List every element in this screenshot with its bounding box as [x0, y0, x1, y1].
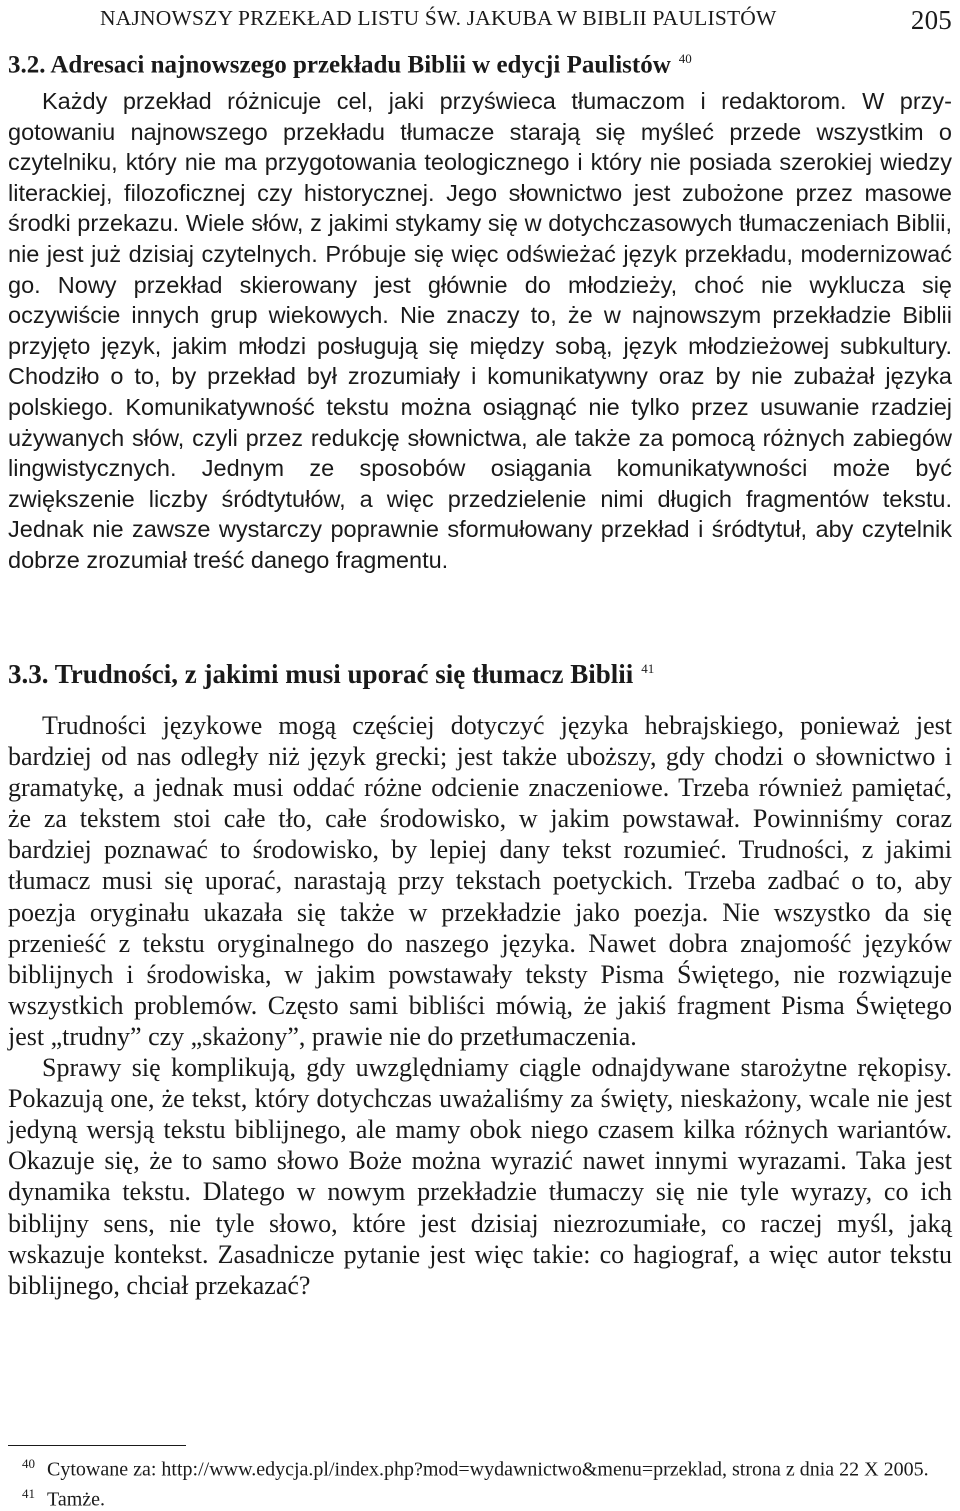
- document-page: [8, 0, 952, 1511]
- running-header-title: NAJNOWSZY PRZEKŁAD LISTU ŚW. JAKUBA W BIBLII PAULISTÓW: [100, 6, 777, 30]
- section-heading-3-2: [8, 51, 692, 79]
- footnote-text: Tamże.: [47, 1488, 106, 1511]
- footnote-text: Cytowane za: http://www.edycja.pl/index.php?mod=wydawnictwo&menu=przeklad, strona z dnia 22 X 2005.: [47, 1458, 929, 1481]
- section-3-3-body: [8, 710, 952, 1301]
- footnote-separator: [8, 1445, 186, 1446]
- page-number: 205: [910, 5, 952, 35]
- footnote-reference-40: 40: [678, 51, 692, 66]
- footnote-40: [8, 1452, 952, 1482]
- footnote-number: 41: [22, 1485, 35, 1501]
- section-3-2-body: [8, 86, 952, 576]
- footnote-reference-41: 41: [641, 661, 655, 676]
- section-heading-3-2-text: 3.2. Adresaci najnowszego przekładu Biblii w edycji Paulistów: [8, 51, 671, 79]
- footnote-41: [8, 1482, 952, 1511]
- section-heading-3-3-text: 3.3. Trudności, z jakimi musi uporać się tłumacz Biblii: [8, 659, 634, 689]
- section-3-2-paragraph: Każdy przekład różnicuje cel, jaki przyświeca tłumaczom i redaktorom. W przygotowaniu najnowszego przekładu tłumacze starają się myśleć przede wszystkim o czytelniku, który nie ma przygotowania teologicznego i który nie posiada szerokiej wiedzy literackiej, filozoficznej czy historycznej. Jego słownictwo jest zubożone przez masowe środki przekazu. Wiele słów, z jakimi stykamy się w dotychczasowych tłumaczeniach Biblii, nie jest już dzisiaj czytelnych. Próbuje się więc odświeżać język przekładu, modernizować go. Nowy przekład skierowany jest głównie do młodzieży, choć nie wyklucza się oczywiście innych grup wiekowych. Nie znaczy to, że w najnowszym przekładzie Biblii przyjęto język, jakim młodzi posługują się między sobą, język młodzieżowej subkultury. Chodziło o to, by przekład był zrozumiały i komunikatywny oraz by nie zubażał języka polskiego. Komunikatywność tekstu można osiągnąć nie tylko przez usuwanie rzadziej używanych słów, czyli przez redukcję słownictwa, ale także za pomocą różnych zabiegów lingwistycznych. Jednym ze sposobów osiągania komunikatywności może być zwiększenie liczby śródtytułów, a więc przedzielenie nimi długich fragmentów tekstu. Jednak nie zawsze wystarczy poprawnie sformułowany przekład i śródtytuł, aby czytelnik dobrze zrozumiał treść danego fragmentu.: [8, 88, 952, 573]
- section-heading-3-3: [8, 659, 654, 690]
- footnotes: [8, 1452, 952, 1511]
- running-header: [100, 6, 952, 40]
- section-3-3-paragraph-2: Sprawy się komplikują, gdy uwzględniamy ciągle odnajdywane starożytne rękopisy. Pokazują one, że tekst, który dotychczas uważaliśmy za święty, nieskażony, wcale nie jest jedyną wersją tekstu biblijnego, ale mamy obok niego czasem kilka różnych wariantów. Okazuje się, że to samo słowo Boże można wyrazić nawet innymi wyrazami. Taka jest dynamika tekstu. Dlatego w nowym przekładzie tłumaczy się nie tyle wyrazy, co ich biblijny sens, nie tyle słowo, które jest dzisiaj niezrozumiałe, co raczej myśl, jaką wskazuje kontekst. Zasadnicze pytanie jest więc takie: co hagiograf, a więc autor tekstu biblijnego, chciał przekazać?: [8, 1053, 952, 1300]
- section-3-3-paragraph-1: Trudności językowe mogą częściej dotyczyć języka hebrajskiego, ponieważ jest bardziej od nas odległy niż język grecki; jest także uboższy, gdy chodzi o słownictwo i gramatykę, a jednak musi oddać różne odcienie znaczeniowe. Trzeba również pamiętać, że za tekstem stoi całe tło, całe środowisko, w jakim powstawał. Powinniśmy coraz bardziej poznawać to środowisko, by lepiej dany tekst rozumieć. Trudności, z jakimi tłumacz musi się uporać, narastają przy tekstach poetyckich. Trzeba zadbać o to, aby poezja oryginału ukazała się także w przekładzie jako poezja. Nie wszystko da się przenieść z tekstu oryginalnego do naszego języka. Nawet dobra znajomość języków biblijnych i środowiska, w jakim powstawały teksty Pisma Świętego, nie rozwiązuje wszystkich problemów. Często sami bibliści mówią, że jakiś fragment Pisma Świętego jest „trudny” czy „skażony”, prawie nie do przetłumaczenia.: [8, 711, 952, 1051]
- footnote-number: 40: [22, 1456, 35, 1471]
